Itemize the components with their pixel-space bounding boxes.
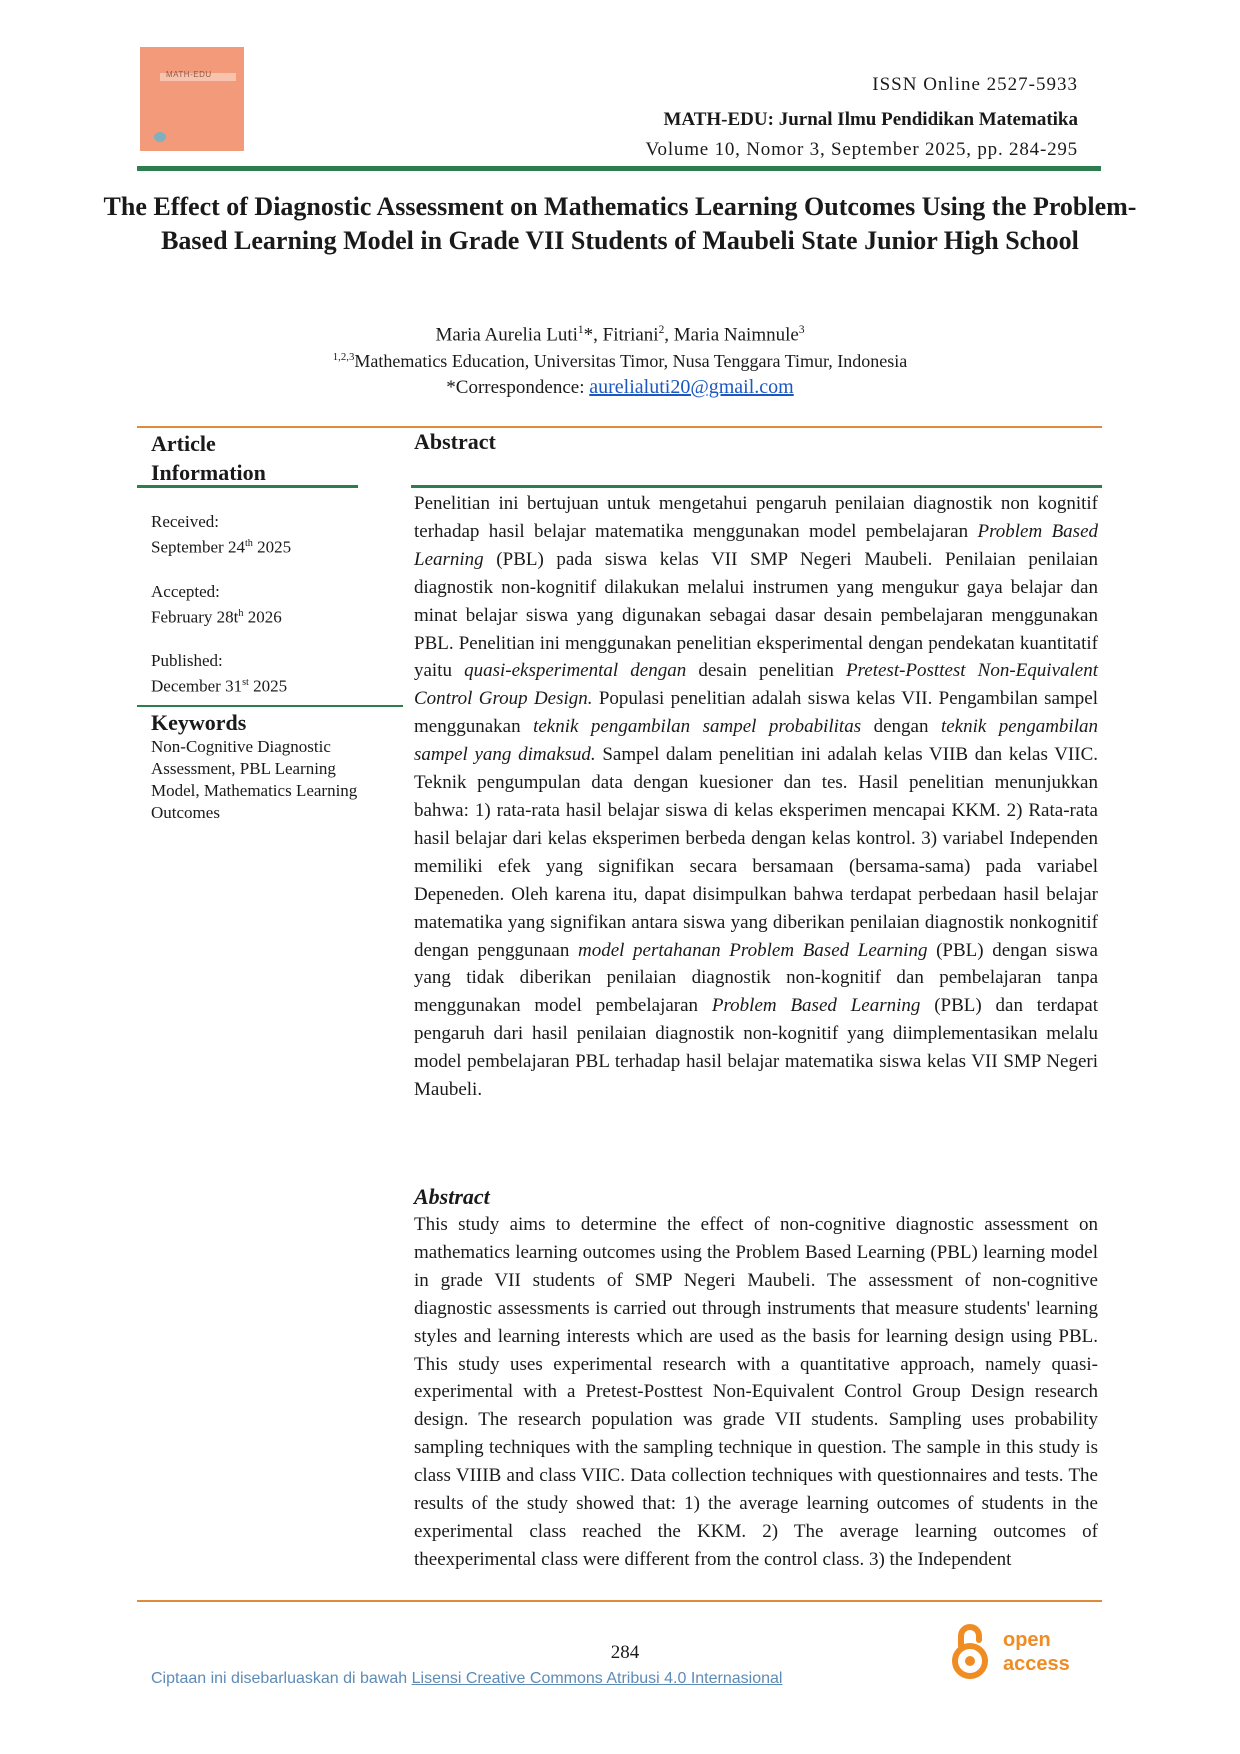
affiliation-mark: 1,2,3	[332, 351, 355, 363]
author-affiliation-mark: 2	[658, 324, 665, 336]
author-affiliation-mark: 3	[798, 324, 805, 336]
correspondence-email-link[interactable]: aurelialuti20@gmail.com	[589, 376, 794, 398]
published-label: Published:	[151, 651, 223, 671]
journal-name: MATH-EDU: Jurnal Ilmu Pendidikan Matematika	[663, 109, 1078, 130]
correspondence-label: *Correspondence:	[446, 377, 590, 398]
keywords-divider	[137, 705, 403, 707]
license-link[interactable]: Lisensi Creative Commons Atribusi 4.0 Internasional	[411, 1670, 783, 1687]
accepted-block	[151, 581, 291, 629]
header-divider	[137, 166, 1101, 171]
abstract-text: Populasi penelitian adalah siswa kelas VII. Pengambilan sampel menggunakan	[414, 688, 1098, 738]
author-name: Fitriani	[602, 324, 659, 346]
received-label: Received:	[151, 512, 219, 531]
open-access-line: access	[1003, 1653, 1070, 1675]
logo-text: MATH-EDU	[166, 70, 212, 79]
received-date-suffix: th	[244, 538, 253, 549]
published-date-suffix: st	[242, 677, 249, 689]
abstract-divider	[411, 485, 1102, 488]
received-block	[151, 511, 291, 559]
published-block	[151, 650, 291, 698]
open-access-label	[1003, 1628, 1070, 1676]
received-date-year: 2025	[252, 537, 292, 557]
article-info-heading-line: Information	[151, 460, 266, 485]
article-title: The Effect of Diagnostic Assessment on Mathematics Learning Outcomes Using the Problem-Based Learning Model in Grade VII Students of Maubeli State Junior High School	[103, 192, 1137, 255]
article-info-heading-line: Article	[151, 431, 216, 456]
abstract-italic: teknik pengambilan sampel probabilitas	[533, 716, 862, 738]
abstract-heading-id: Abstract	[414, 429, 496, 454]
received-date-text: September 24	[151, 537, 245, 557]
abstract-italic: quasi-eksperimental dengan	[464, 660, 687, 682]
keywords-heading: Keywords	[151, 710, 247, 735]
abstract-text: (PBL) dengan siswa yang tidak diberikan penilaian diagnostik non-kognitif dan pembelajaran tanpa menggunakan model pembelajaran	[414, 939, 1098, 1017]
abstract-italic: Pretest-Posttest Non-Equivalent Control Group Design.	[414, 660, 1098, 710]
abstract-text: Penelitian ini bertujuan untuk mengetahui pengaruh penilaian diagnostik non kognitif terhadap hasil belajar matematika menggunakan model pembelajaran	[414, 493, 1098, 542]
abstract-text: dengan	[861, 716, 941, 738]
published-date-year: 2025	[248, 676, 288, 696]
accepted-date-text: February 28t	[151, 607, 239, 627]
abstract-italic: Problem Based Learning	[711, 995, 921, 1017]
article-info-heading	[151, 429, 266, 487]
abstract-indonesian	[414, 490, 1098, 1104]
issn: ISSN Online 2527-5933	[872, 74, 1078, 95]
received-date	[151, 533, 291, 559]
abstract-text: desain penelitian	[686, 660, 846, 682]
accepted-date	[151, 603, 291, 629]
journal-logo	[140, 47, 244, 151]
author-list	[100, 324, 1140, 346]
author-affiliation-mark: 1	[577, 324, 584, 336]
section-divider-top	[137, 426, 1102, 428]
abstract-italic: teknik pengambilan sampel yang dimaksud.	[414, 716, 1098, 766]
author-name: Maria Aurelia Luti	[435, 324, 578, 346]
correspondence	[100, 376, 1140, 399]
author-name: Maria Naimnule	[673, 324, 799, 346]
published-date-text: December 31	[151, 676, 243, 696]
abstract-italic: Problem Based Learning	[414, 520, 1098, 570]
accepted-label: Accepted:	[151, 581, 220, 601]
footer-divider	[137, 1600, 1102, 1602]
license-prefix: Ciptaan ini disebarluaskan di bawah	[151, 1670, 412, 1687]
keywords-list: Non-Cognitive Diagnostic Assessment, PBL Learning Model, Mathematics Learning Outcomes	[151, 737, 358, 822]
published-date	[151, 672, 291, 698]
article-dates	[151, 511, 291, 720]
abstract-text: (PBL) pada siswa kelas VII SMP Negeri Maubeli. Penilaian penilaian diagnostik non-kognitif dilakukan melalui instrumen yang mengukur gaya belajar dan minat belajar siswa yang digunakan sebagai dasar desain pembelajaran menggunakan PBL. Penelitian ini menggunakan penelitian eksperimental dengan pendekatan kuantitatif yaitu	[414, 548, 1098, 682]
license-notice	[151, 1670, 782, 1688]
affiliation-text: Mathematics Education, Universitas Timor, Nusa Tenggara Timur, Indonesia	[354, 351, 908, 371]
author-separator: ,	[664, 324, 674, 346]
volume-info: Volume 10, Nomor 3, September 2025, pp. 284-295	[645, 139, 1078, 160]
article-info-divider	[137, 485, 358, 488]
corresponding-mark: *,	[583, 324, 603, 346]
open-access-line: open	[1003, 1629, 1051, 1651]
abstract-text: (PBL) dan terdapat pengaruh dari hasil penilaian diagnostik non-kognitif yang diimplementasikan melalu model pembelajaran PBL terhadap hasil belajar matematika siswa kelas VII SMP Negeri Maubeli.	[414, 995, 1098, 1101]
abstract-english: This study aims to determine the effect of non-cognitive diagnostic assessment on mathematics learning outcomes using the Problem Based Learning (PBL) learning model in grade VII students of SMP Negeri Maubeli. The assessment of non-cognitive diagnostic assessments is carried out through instruments that measure students' learning styles and learning interests which are used as the basis for learning design using PBL. This study uses experimental research with a quantitative approach, namely quasi-experimental with a Pretest-Posttest Non-Equivalent Control Group Design research design. The research population was grade VII students. Sampling uses probability sampling techniques with the sampling technique in question. The sample in this study is class VIIIB and class VIIC. Data collection techniques with questionnaires and tests. The results of the study showed that: 1) the average learning outcomes of students in the experimental class reached the KKM. 2) The average learning outcomes of theexperimental class were different from the control class. 3) the Independent	[414, 1214, 1098, 1570]
open-access-lock-icon	[951, 1622, 989, 1680]
abstract-italic: model pertahanan Problem Based Learning	[577, 939, 928, 961]
abstract-text: Sampel dalam penelitian ini adalah kelas VIIB dan kelas VIIC. Teknik pengumpulan data dengan kuesioner dan tes. Hasil penelitian menunjukkan bahwa: 1) rata-rata hasil belajar siswa di kelas eksperimen mencapai KKM. 2) Rata-rata hasil belajar dari kelas eksperimen berbeda dengan kelas kontrol. 3) variabel Independen memiliki efek yang signifikan secara bersamaan (bersama-sama) pada variabel Depeneden. Oleh karena itu, dapat disimpulkan bahwa terdapat perbedaan hasil belajar matematika yang signifikan antara siswa yang diberikan penilaian diagnostik nonkognitif dengan penggunaan	[414, 744, 1099, 961]
abstract-heading-en: Abstract	[414, 1184, 490, 1209]
accepted-date-suffix: h	[238, 607, 244, 619]
accepted-date-year: 2026	[243, 607, 282, 627]
page-number: 284	[610, 1642, 640, 1663]
logo-mark-icon	[154, 132, 166, 142]
affiliation	[100, 351, 1140, 372]
